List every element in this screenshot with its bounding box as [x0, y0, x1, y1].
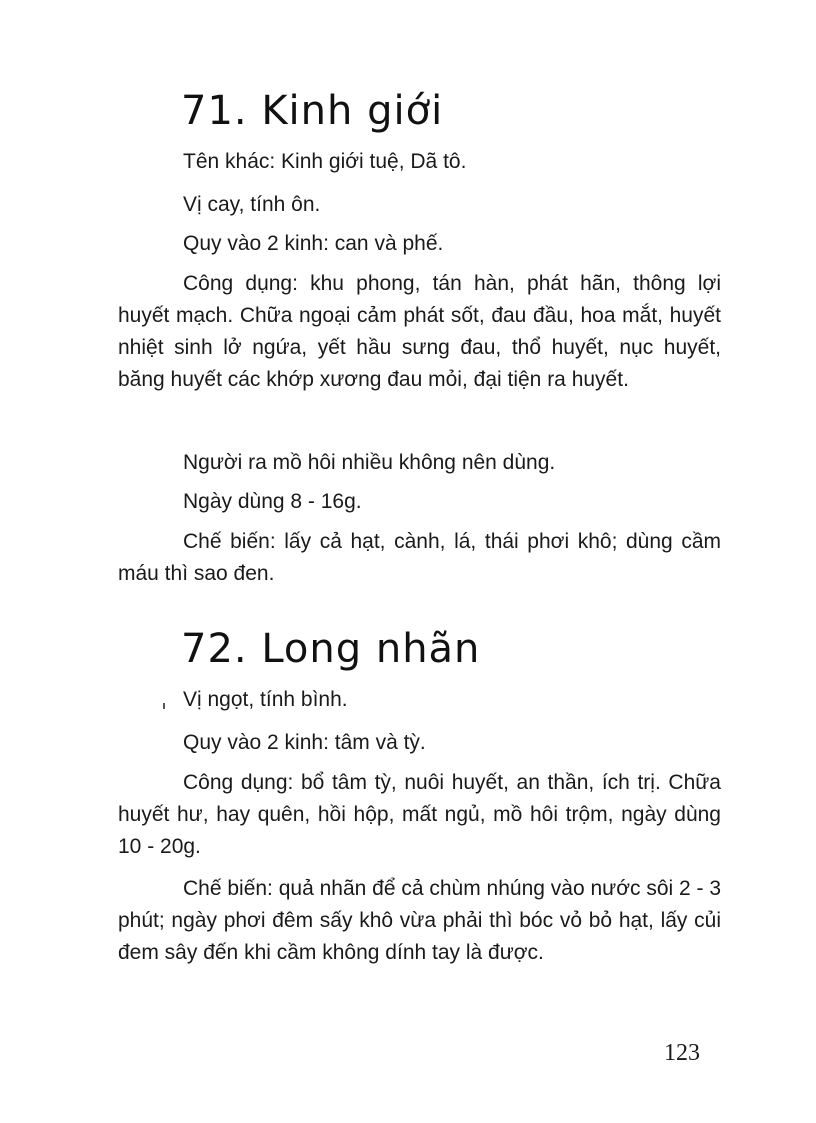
meridian-line: Quy vào 2 kinh: can và phế. [183, 232, 444, 255]
uses-paragraph: Công dụng: bổ tâm tỳ, nuôi huyết, an thần, ích trị. Chữa huyết hư, hay quên, hồi hộp, mất ngủ, mồ hôi trộm, ngày dùng 10 - 20g. [118, 771, 721, 858]
caution-line: Người ra mồ hôi nhiều không nên dùng. [183, 451, 556, 474]
other-names-line: Tên khác: Kinh giới tuệ, Dã tô. [183, 150, 467, 173]
preparation-paragraph: Chế biến: quả nhãn để cả chùm nhúng vào nước sôi 2 - 3 phút; ngày phơi đêm sấy khô vừa phải thì bóc vỏ bỏ hạt, lấy củi đem sây đến khi cầm không dính tay là được. [118, 877, 722, 964]
section-heading-long-nhan: 72. Long nhãn [181, 626, 481, 672]
section-heading-kinh-gioi: 71. Kinh giới [181, 88, 444, 134]
taste-property-line: Vị cay, tính ôn. [183, 193, 321, 216]
taste-property-line: Vị ngọt, tính bình. [183, 688, 348, 711]
dosage-line: Ngày dùng 8 - 16g. [183, 490, 362, 513]
uses-paragraph: Công dụng: khu phong, tán hàn, phát hãn, thông lợi huyết mạch. Chữa ngoại cảm phát sốt, đau đầu, hoa mắt, huyết nhiệt sinh lở ngứa, yết hầu sưng đau, thổ huyết, nục huyết, băng huyết các khớp xương đau mỏi, đại tiện ra huyết. [118, 272, 721, 391]
page-number: 123 [664, 1040, 700, 1066]
preparation-paragraph: Chế biến: lấy cả hạt, cành, lá, thái phơi khô; dùng cầm máu thì sao đen. [118, 530, 721, 585]
scan-speck [163, 703, 165, 709]
meridian-line: Quy vào 2 kinh: tâm và tỳ. [183, 731, 426, 754]
